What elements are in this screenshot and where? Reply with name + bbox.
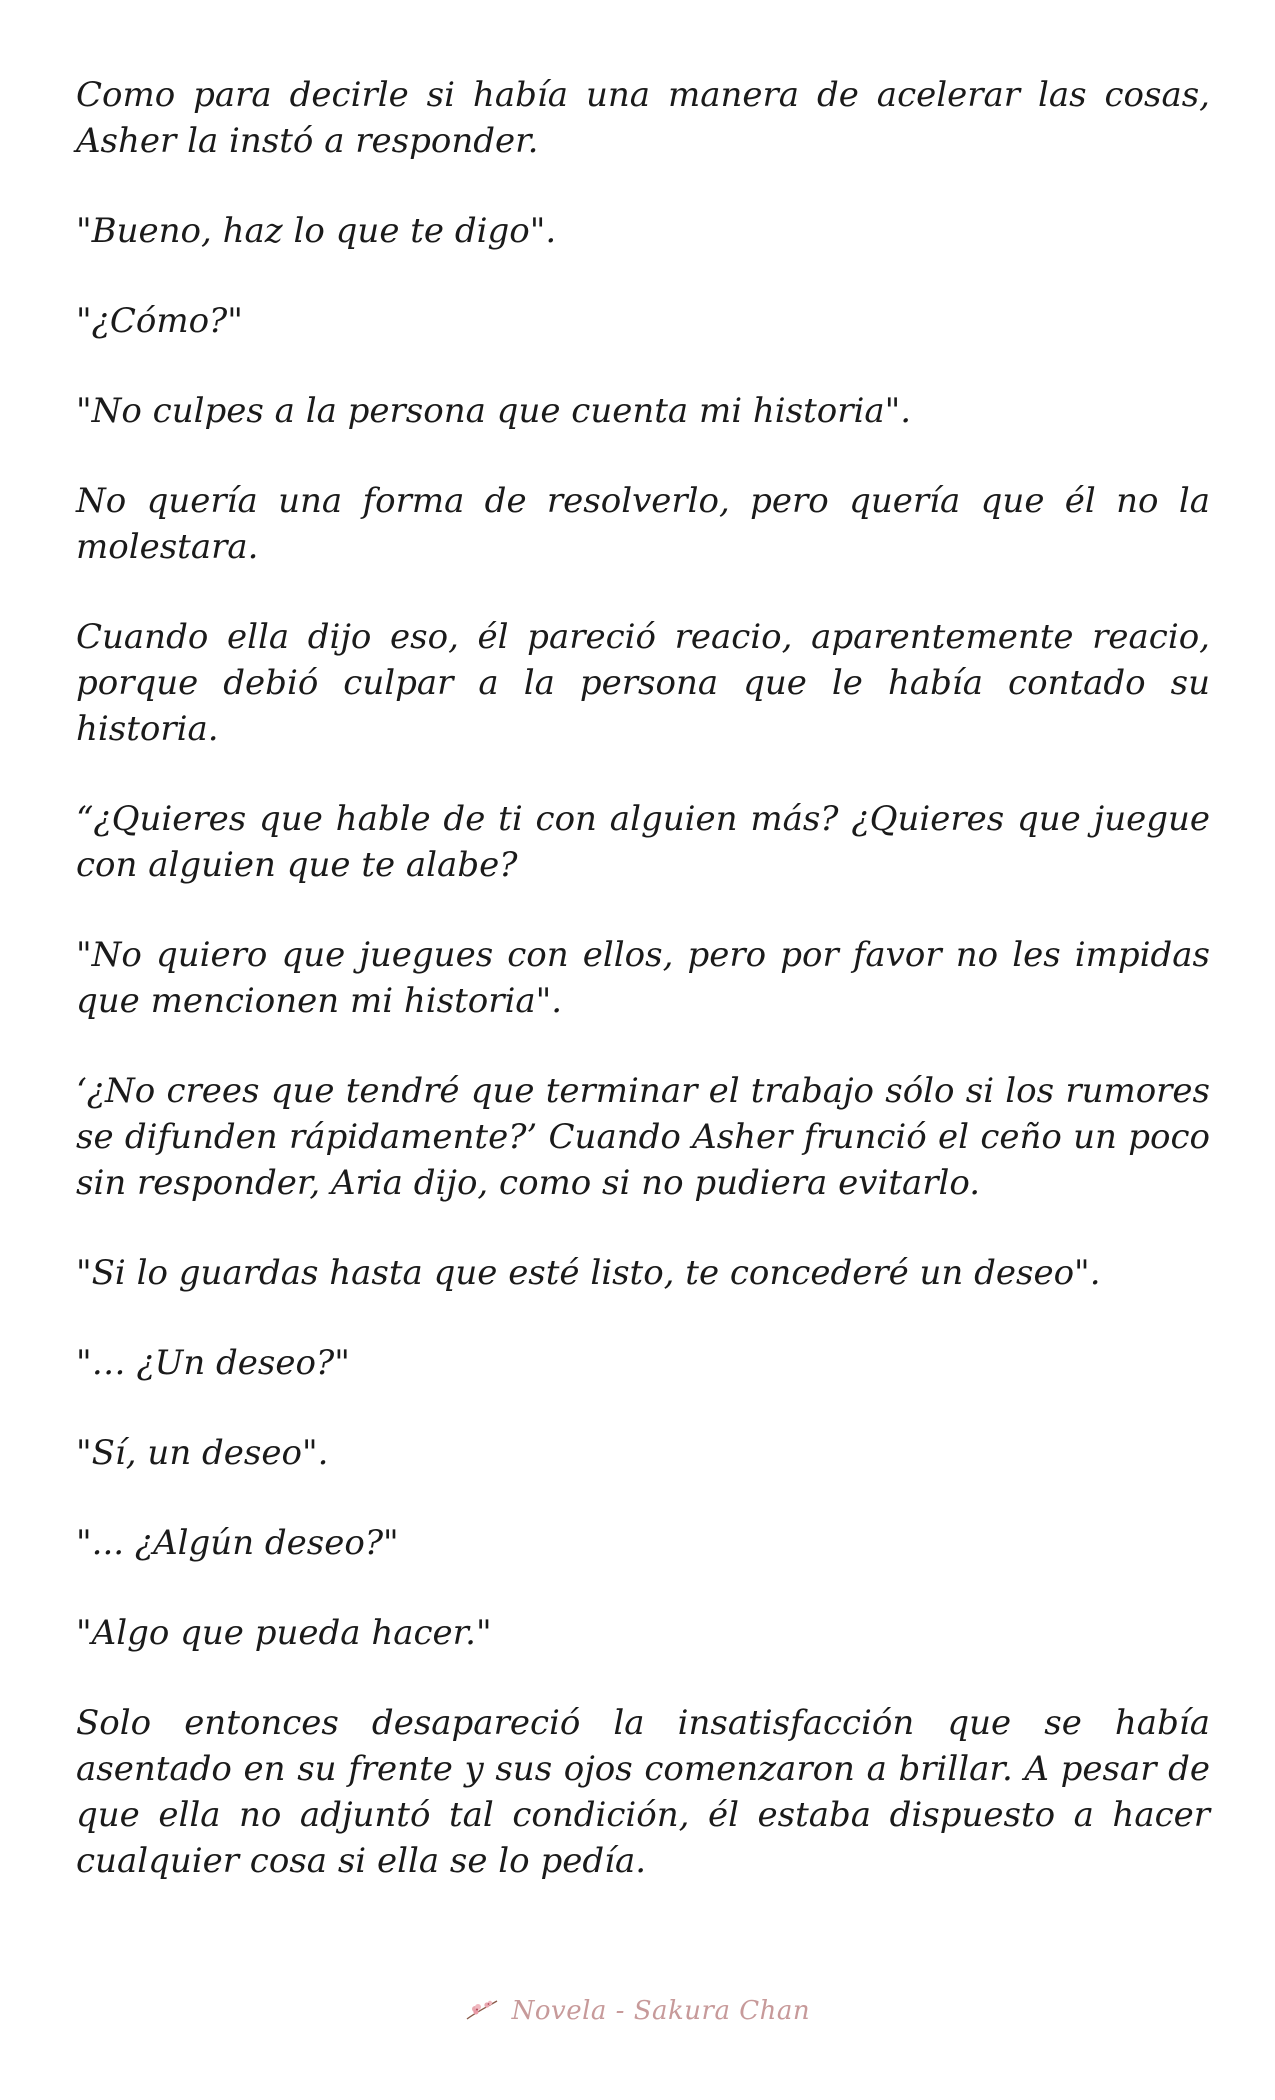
paragraph-10: "Si lo guardas hasta que esté listo, te concederé un deseo". xyxy=(76,1253,1101,1293)
paragraph-5: No quería una forma de resolverlo, pero quería que él no la molestara. xyxy=(76,481,1210,567)
paragraph-12: "Sí, un deseo". xyxy=(76,1433,329,1473)
paragraph-9: ‘¿No crees que tendré que terminar el trabajo sólo si los rumores se difunden rápidamente?’ Cuando Asher frunció el ceño un poco sin responder, Aria dijo, como si no pudiera evitarlo. xyxy=(76,1071,1210,1203)
paragraph-15: Solo entonces desapareció la insatisfacción que se había asentado en su frente y sus ojos comenzaron a brillar. A pesar de que ella no adjuntó tal condición, él estaba dispuesto a hacer cualquier cosa si ella se lo pedía. xyxy=(76,1703,1210,1881)
paragraph-6: Cuando ella dijo eso, él pareció reacio, aparentemente reacio, porque debió culpar a la persona que le había contado su historia. xyxy=(76,617,1210,749)
watermark xyxy=(0,1996,1275,2026)
paragraph-14: "Algo que pueda hacer." xyxy=(76,1613,492,1653)
paragraph-2: "Bueno, haz lo que te digo". xyxy=(76,211,557,251)
paragraph-1: Como para decirle si había una manera de acelerar las cosas, Asher la instó a responder. xyxy=(76,75,1210,161)
paragraph-7: “¿Quieres que hable de ti con alguien más? ¿Quieres que juegue con alguien que te alabe? xyxy=(76,799,1210,885)
paragraph-3: "¿Cómo?" xyxy=(76,301,243,341)
watermark-text: Novela - Sakura Chan xyxy=(511,1996,811,2026)
paragraph-13: "... ¿Algún deseo?" xyxy=(76,1523,399,1563)
paragraph-11: "… ¿Un deseo?" xyxy=(76,1343,350,1383)
paragraph-8: "No quiero que juegues con ellos, pero por favor no les impidas que mencionen mi historia". xyxy=(76,935,1210,1021)
cherry-blossom-icon xyxy=(465,1997,499,2023)
document-body xyxy=(76,72,1210,1928)
paragraph-4: "No culpes a la persona que cuenta mi historia". xyxy=(76,391,912,431)
